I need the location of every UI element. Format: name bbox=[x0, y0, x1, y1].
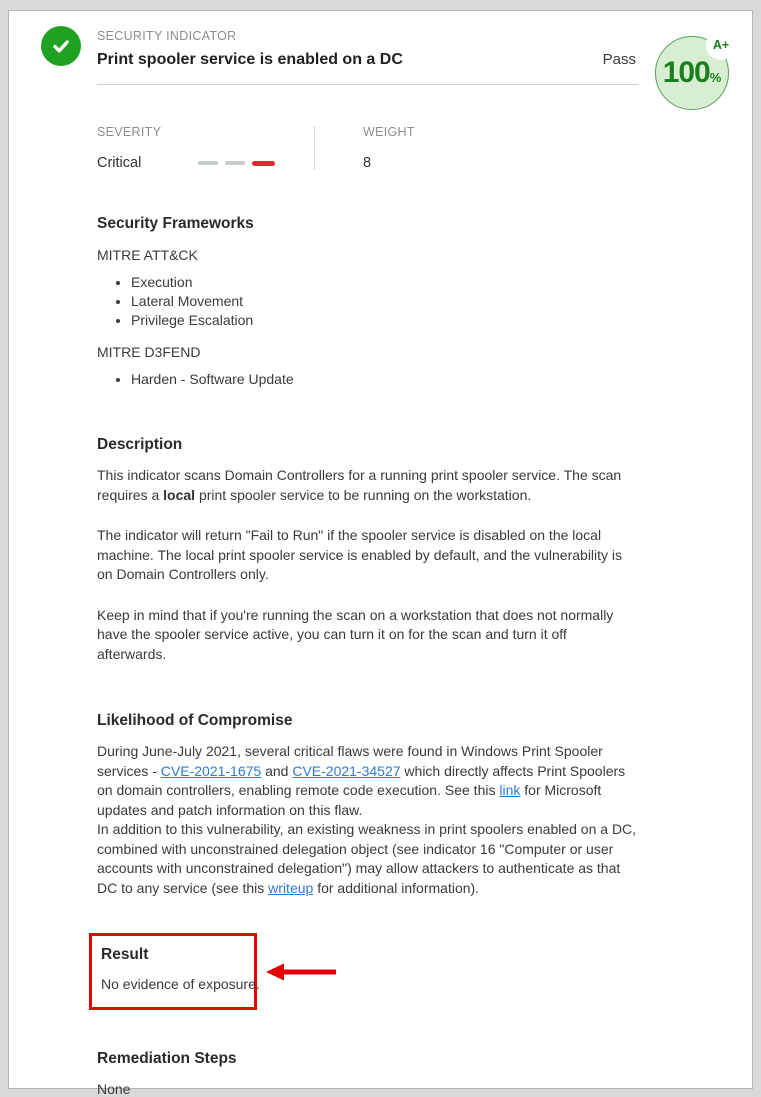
likelihood-paragraphs bbox=[97, 742, 638, 898]
framework-item-list bbox=[97, 273, 638, 330]
severity-label: SEVERITY bbox=[97, 125, 162, 139]
paragraph: During June-July 2021, several critical flaws were found in Windows Print Spooler services - CVE-2021-1675 and CVE-2021-34527 which directly affects Print Spoolers on domain controllers, enabling remote code execution. See this link for Microsoft updates and patch information on this flaw. bbox=[97, 743, 626, 818]
section-heading-frameworks: Security Frameworks bbox=[97, 215, 254, 232]
annotation-arrow-icon bbox=[266, 962, 338, 982]
result-highlight-box bbox=[89, 933, 260, 1010]
severity-dash-active bbox=[252, 161, 275, 166]
inline-link[interactable]: link bbox=[499, 782, 521, 798]
paragraph: Keep in mind that if you're running the scan on a workstation that does not normally have the spooler service active, you can turn it on for the scan and turn it off afterwards. bbox=[97, 606, 614, 662]
indicator-report-card bbox=[8, 10, 753, 1097]
paragraph: This indicator scans Domain Controllers for a running print spooler service. The scan requires a local print spooler service to be running on the workstation. bbox=[97, 467, 622, 503]
section-remediation bbox=[97, 1050, 638, 1097]
framework-item: • Harden - Software Update bbox=[131, 370, 638, 389]
header-main bbox=[97, 26, 638, 85]
score-badge bbox=[655, 36, 729, 110]
framework-item: • Privilege Escalation bbox=[131, 311, 638, 330]
paragraph: In addition to this vulnerability, an existing weakness in print spoolers enabled on a DC, combined with unconstrained delegation object (see indicator 16 "Computer or user accounts with unconstrained delegation") may allow attackers to authenticate as that DC to any service (see this writeup for additional information). bbox=[97, 821, 637, 896]
weight-metric bbox=[315, 125, 415, 171]
severity-metric bbox=[97, 125, 314, 171]
bold-text: local bbox=[163, 486, 196, 503]
section-heading-result: Result bbox=[101, 946, 149, 963]
description-paragraphs bbox=[97, 466, 638, 664]
report-body bbox=[97, 215, 638, 1097]
inline-link[interactable]: writeup bbox=[268, 879, 314, 896]
framework-group-name: MITRE ATT&CK bbox=[97, 247, 198, 263]
result-annotation-row bbox=[89, 933, 638, 1010]
metrics bbox=[97, 125, 752, 171]
section-likelihood bbox=[97, 712, 638, 898]
result-text: No evidence of exposure. bbox=[101, 976, 260, 992]
inline-link[interactable]: CVE-2021-1675 bbox=[160, 762, 262, 779]
page-title: Print spooler service is enabled on a DC bbox=[97, 51, 403, 68]
framework-item: • Execution bbox=[131, 273, 638, 292]
framework-group-name: MITRE D3FEND bbox=[97, 344, 201, 360]
eyebrow-label: SECURITY INDICATOR bbox=[97, 29, 237, 43]
severity-dash-inactive bbox=[198, 161, 218, 165]
pass-check-icon bbox=[41, 26, 81, 66]
score-value: 100 bbox=[662, 56, 710, 89]
framework-item-list bbox=[97, 370, 638, 389]
severity-dash-inactive bbox=[225, 161, 245, 165]
frameworks-groups bbox=[97, 247, 638, 389]
section-security-frameworks bbox=[97, 215, 638, 389]
section-heading-description: Description bbox=[97, 436, 183, 453]
paragraph: The indicator will return "Fail to Run" if the spooler service is disabled on the local machine. The local print spooler service is enabled by default, and the vulnerability is on Domain Controllers only. bbox=[97, 527, 623, 582]
inline-link[interactable]: CVE-2021-34527 bbox=[292, 762, 401, 779]
section-heading-likelihood: Likelihood of Compromise bbox=[97, 712, 293, 729]
weight-label: WEIGHT bbox=[363, 125, 415, 139]
score-unit: % bbox=[709, 70, 722, 85]
severity-value: Critical bbox=[97, 155, 142, 171]
section-heading-remediation: Remediation Steps bbox=[97, 1050, 237, 1067]
severity-dashes bbox=[198, 161, 275, 166]
remediation-text: None bbox=[97, 1081, 131, 1097]
score-grade-badge: A+ bbox=[706, 30, 736, 60]
status-label: Pass bbox=[602, 51, 636, 68]
section-description bbox=[97, 436, 638, 664]
header-divider bbox=[97, 84, 638, 85]
framework-item: • Lateral Movement bbox=[131, 292, 638, 311]
header bbox=[9, 11, 752, 89]
weight-value: 8 bbox=[363, 155, 372, 171]
